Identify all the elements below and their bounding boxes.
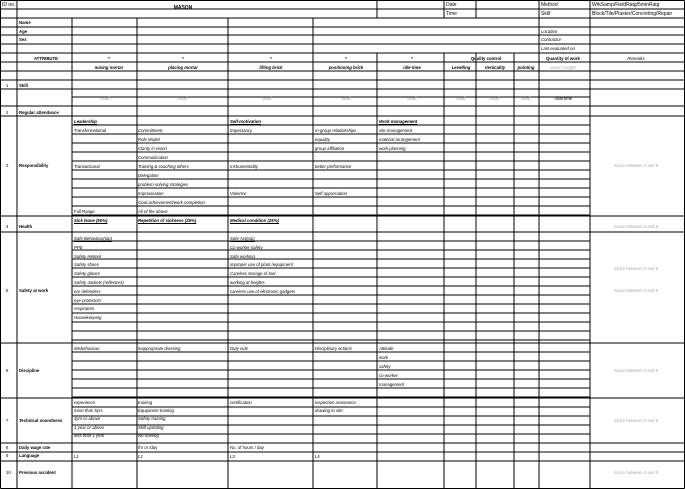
skill-label: Skill xyxy=(541,11,551,17)
count-length-header: count / length xyxy=(550,65,576,70)
total-positioning: total/ xyxy=(341,96,351,101)
wage-per-day: /hr or /day xyxy=(138,445,158,450)
safety-number: 5 xyxy=(6,288,9,293)
discipline-number: 6 xyxy=(6,368,9,373)
language-l1: L1 xyxy=(74,454,79,459)
mixing-mortar-header: mixing mortar xyxy=(94,65,124,70)
age-label: Age xyxy=(19,29,28,34)
regular-attendance-label: Regular attendance xyxy=(19,110,59,115)
safety-equipment-item-3: Safety shoes xyxy=(74,262,99,268)
self-appreciation-item: Self appreciation xyxy=(315,191,348,196)
lifting-brick-header: lifting brick xyxy=(259,65,283,70)
leadership-trait-8: Goal achievement/work completion xyxy=(138,200,205,206)
leadership-trait-9: All of the above xyxy=(138,209,168,215)
attitude-item-1: work xyxy=(379,355,389,360)
safety-equipment-item-6: ear defenders xyxy=(74,288,101,294)
id-label: ID no. xyxy=(2,2,16,8)
training-item-2: Safety training xyxy=(138,416,166,422)
score-note-discipline: Score between 0 and 5 xyxy=(613,368,659,373)
technical-number: 7 xyxy=(6,418,9,423)
last-evaluated-label: Last evaluated on xyxy=(541,46,575,51)
misbehaviour-item: Misbehaviour xyxy=(74,346,100,351)
experience-item-0: experience xyxy=(74,400,96,405)
attitude-item-3: co-worker xyxy=(379,373,398,378)
page-title: MASON xyxy=(173,5,193,11)
safety-act-item-5: working at heights xyxy=(230,280,265,285)
in-group-item: In-group relationships xyxy=(315,128,357,133)
total-time-label: Total time xyxy=(553,96,573,101)
training-item-0: training xyxy=(138,400,153,405)
work-planning-item: work planning xyxy=(379,146,406,151)
training-item-3: Skill updating xyxy=(138,424,164,430)
wage-hours: No. of hours / day xyxy=(230,445,264,450)
leadership-trait-1: Role Model xyxy=(138,137,160,143)
regular-attendance-number: 2 xyxy=(6,110,9,115)
language-l3: L3 xyxy=(230,454,235,459)
full-range-label: Full Range xyxy=(74,209,95,214)
health-label: Health xyxy=(19,224,33,229)
score-note-health: Score between 0 and 5 xyxy=(613,224,659,229)
attitude-item-0: Attitude xyxy=(379,346,394,351)
score-note-technical: Score between 0 and 5 xyxy=(613,418,659,423)
leadership-trait-2: Clarity in vision xyxy=(138,146,167,152)
disciplinary-actions-item: Disciplinary actions xyxy=(315,346,352,351)
star-lifting: * xyxy=(270,56,272,61)
placing-mortar-header: placing mortar xyxy=(168,65,198,70)
safety-act-item-3: improper use of plant /equipment xyxy=(230,262,293,268)
method-label: Method xyxy=(541,2,558,8)
name-label: Name xyxy=(19,20,31,25)
responsibility-label: Responsibility xyxy=(19,163,49,168)
contractor-label: Contractor xyxy=(541,37,562,42)
leadership-trait-6: problem-solving strategies xyxy=(138,182,189,188)
language-number: 9 xyxy=(6,453,9,458)
quantity-of-work-header: Quantity of work xyxy=(546,56,580,61)
safety-act-item-1: Co-worker safety xyxy=(230,244,263,250)
training-item-4: No training xyxy=(138,432,159,438)
group-affiliation-item: group affiliation xyxy=(315,146,345,151)
experience-item-3: 1 year or above xyxy=(74,424,104,430)
dressing-item: inappropriate dressing xyxy=(138,346,181,351)
star-placing: * xyxy=(182,56,184,61)
total-verticality: total/ xyxy=(490,96,500,101)
safety-equipment-item-9: Housekeeping xyxy=(74,315,102,321)
expectancy-item: Expectancy xyxy=(230,128,253,133)
safety-act-item-0: Safe Act(pip) xyxy=(230,236,255,241)
skill-value: Block/Tile/Plaster/Concreting/Repair xyxy=(592,11,673,17)
total-levelling: total/ xyxy=(456,96,466,101)
leadership-trait-3: Communication xyxy=(138,155,168,161)
technical-label: Technical soundness xyxy=(19,418,63,423)
discipline-label: Discipline xyxy=(19,368,40,373)
leadership-trait-0: Commitment xyxy=(138,128,163,133)
health-number: 4 xyxy=(6,224,9,229)
attitude-item-4: management xyxy=(379,382,405,387)
certification-item: certification xyxy=(230,400,252,405)
score-note-accident: Score between 0 and 5 xyxy=(613,470,659,475)
medical-condition-heading: Medical condition (25%) xyxy=(230,218,279,223)
star-idle: * xyxy=(411,56,413,61)
inspection-assistance-item: inspection assistance xyxy=(315,400,356,405)
attitude-item-2: safety xyxy=(379,364,391,369)
wage-label: Daily wage rate xyxy=(19,445,51,450)
safety-act-item-6: careless use of electronic gadgets xyxy=(230,288,295,294)
star-positioning: * xyxy=(345,56,347,61)
verticality-header: Verticality xyxy=(484,65,506,70)
levelling-header: Levelling xyxy=(451,65,471,70)
safety-label: Safety at work xyxy=(19,288,49,293)
leadership-trait-5: Delegation xyxy=(138,173,159,179)
equality-item: equality xyxy=(315,137,330,142)
score-note-safety-2: Score between 0 and 5 xyxy=(613,288,659,293)
language-label: Language xyxy=(19,453,40,458)
safety-equipment-item-0: Safe Behaviour(pip) xyxy=(74,236,112,241)
total-idle: total/ xyxy=(407,96,417,101)
star-mixing: * xyxy=(108,56,110,61)
duty-cuts-item: Duty cuts xyxy=(230,346,248,351)
leadership-heading: Leadership xyxy=(74,119,97,124)
training-item-1: Equipment training xyxy=(138,408,174,414)
experience-item-4: less than 1 year xyxy=(74,432,105,438)
self-motivation-heading: Self-motivation xyxy=(230,119,262,124)
accident-number: 10 xyxy=(6,470,11,475)
location-label: Location xyxy=(541,29,558,34)
remarks-header: Remarks xyxy=(627,56,645,61)
date-label: Date xyxy=(446,2,457,8)
repetition-heading: Repetition of sickness (25%) xyxy=(138,218,197,223)
material-arrangement-item: material arrangement xyxy=(379,137,420,142)
method-value: WrkSamp/FieldRatg/5minRatg xyxy=(592,2,660,8)
pointing-header: pointing xyxy=(517,65,535,70)
total-placing: total/ xyxy=(178,96,188,101)
safety-equipment-item-1: PPE xyxy=(74,244,83,250)
responsibility-number: 3 xyxy=(6,163,9,168)
safety-equipment-item-2: Safety Helmet xyxy=(74,253,101,259)
safety-equipment-item-4: Safety gloves xyxy=(74,271,100,277)
drawing-to-site-item: drawing to site xyxy=(315,408,343,413)
wage-number: 8 xyxy=(6,445,9,450)
violence-item: Violence xyxy=(230,191,247,196)
safety-equipment-item-7: eye protectors xyxy=(74,297,102,303)
safety-equipment-item-8: respirators xyxy=(74,306,95,312)
instrumentality-item: Instrumentality xyxy=(230,164,258,169)
score-note-responsibility: Score between 0 and 5 xyxy=(613,163,659,168)
leadership-trait-4: Training & coaching others xyxy=(138,164,189,170)
sex-label: Sex xyxy=(19,37,27,42)
experience-item-2: 3yrs or above xyxy=(74,416,101,422)
total-pointing: total/ xyxy=(521,96,531,101)
positioning-brick-header: positioning brick xyxy=(328,65,364,70)
attribute-header: ATTRIBUTE xyxy=(33,56,59,61)
transformational-label: Transformational xyxy=(74,128,107,133)
transactional-label: Transactional xyxy=(74,164,100,169)
total-mixing: total/ xyxy=(100,96,110,101)
leadership-trait-7: Improvisation xyxy=(138,191,164,197)
skill-label: Skill xyxy=(19,83,28,88)
score-note-safety-1: Score between 0 and 5 xyxy=(613,266,659,271)
sick-leave-heading: Sick leave (50%) xyxy=(74,218,108,223)
total-lifting: total/ xyxy=(262,96,272,101)
idle-time-header: idle time xyxy=(403,65,421,70)
experience-item-1: more than 5yrs xyxy=(74,408,103,414)
quality-control-header: Quality control xyxy=(470,56,502,61)
skill-number: 1 xyxy=(6,83,9,88)
language-l2: L2 xyxy=(138,454,143,459)
accident-label: Previous accident xyxy=(19,470,56,475)
time-label: Time xyxy=(446,11,457,17)
language-l4: L4 xyxy=(315,454,320,459)
better-performance-item: better performance xyxy=(315,164,352,169)
work-management-heading: Work management xyxy=(379,119,418,124)
site-management-item: site management xyxy=(379,128,412,133)
safety-act-item-4: Careless storage of tool xyxy=(230,271,276,277)
safety-equipment-item-5: Safety Jackets (reflectors) xyxy=(74,280,124,285)
safety-act-item-2: Safe working xyxy=(230,253,255,259)
